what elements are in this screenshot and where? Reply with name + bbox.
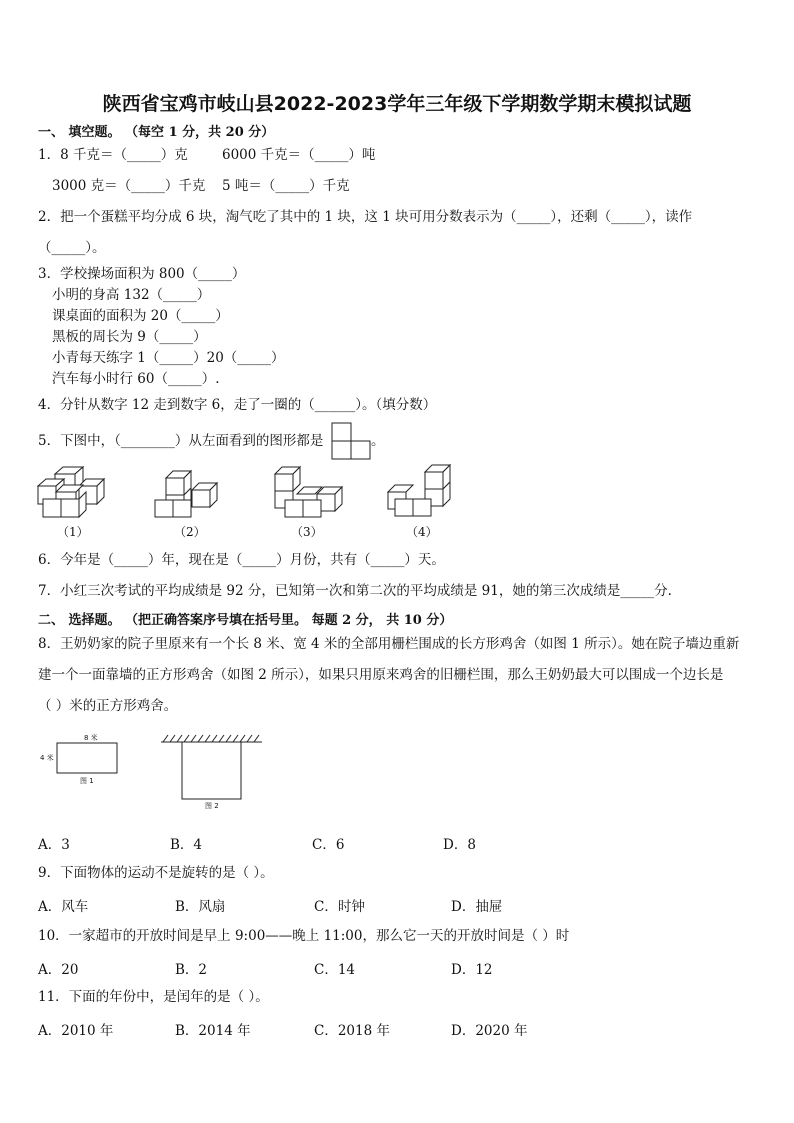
q8-fig1-caption: 图 1 bbox=[80, 777, 94, 785]
q9-option-d[interactable]: D．抽屉 bbox=[451, 899, 503, 915]
q1-item-b: 6000 千克＝（_____）吨 bbox=[222, 147, 376, 163]
q11-option-a[interactable]: A．2010 年 bbox=[38, 1023, 114, 1039]
q1-item-c: 3000 克＝（_____）千克 bbox=[52, 178, 206, 194]
q10-option-a[interactable]: A．20 bbox=[38, 962, 79, 978]
q10-option-d[interactable]: D．12 bbox=[451, 962, 493, 978]
q3-line-3: 课桌面的面积为 20（_____） bbox=[52, 308, 229, 324]
q1-item-d: 5 吨＝（_____）千克 bbox=[222, 178, 350, 194]
q8-option-a[interactable]: A．3 bbox=[38, 837, 70, 853]
q8-figure-1-rectangle bbox=[56, 742, 118, 774]
q8-option-d[interactable]: D．8 bbox=[443, 837, 476, 853]
figure-2-caption: （2） bbox=[174, 525, 206, 539]
q5-text-end: 。 bbox=[371, 433, 385, 449]
q10-option-c[interactable]: C．14 bbox=[314, 962, 356, 978]
q1-item-a: 1．8 千克＝（_____）克 bbox=[38, 147, 188, 163]
figure-4-caption: （4） bbox=[406, 525, 438, 539]
q11-text: 11．下面的年份中，是闰年的是（ ）。 bbox=[38, 989, 269, 1005]
page-title: 陕西省宝鸡市岐山县2022-2023学年三年级下学期数学期末模拟试题 bbox=[102, 93, 692, 115]
figure-1-caption: （1） bbox=[57, 525, 89, 539]
figure-3-caption: （3） bbox=[291, 525, 323, 539]
q11-option-c[interactable]: C．2018 年 bbox=[314, 1023, 390, 1039]
q2-line1: 2．把一个蛋糕平均分成 6 块，淘气吃了其中的 1 块，这 1 块可用分数表示为（_____），还剩（_____），读作 bbox=[38, 209, 693, 225]
q8-fig1-width-label: 4 米 bbox=[40, 754, 54, 762]
q5-text: 5．下图中，（________）从左面看到的图形都是 bbox=[38, 433, 324, 449]
q8-line3: （ ）米的正方形鸡舍。 bbox=[38, 698, 178, 714]
q11-option-b[interactable]: B．2014 年 bbox=[175, 1023, 251, 1039]
q10-text: 10．一家超市的开放时间是早上 9:00——晚上 11:00，那么它一天的开放时间是（ ）时 bbox=[38, 928, 570, 944]
cube-figure-1 bbox=[35, 466, 105, 518]
q3-line-2: 小明的身高 132（_____） bbox=[52, 287, 211, 303]
q8-fig1-length-label: 8 米 bbox=[84, 734, 98, 742]
q3-line-6: 汽车每小时行 60（_____）. bbox=[52, 371, 220, 387]
section-fill-in-heading: 一、 填空题。 （每空 1 分，共 20 分） bbox=[38, 125, 275, 140]
q8-option-c[interactable]: C．6 bbox=[312, 837, 345, 853]
cube-figure-4 bbox=[385, 464, 455, 518]
q3-line-4: 黑板的周长为 9（_____） bbox=[52, 329, 207, 345]
q6-text: 6．今年是（_____）年，现在是（_____）月份，共有（_____）天。 bbox=[38, 552, 445, 568]
q2-line2: （_____）。 bbox=[38, 240, 106, 256]
section-choice-heading: 二、 选择题。 （把正确答案序号填在括号里。 每题 2 分， 共 10 分） bbox=[38, 613, 453, 628]
q11-option-d[interactable]: D．2020 年 bbox=[451, 1023, 528, 1039]
q10-option-b[interactable]: B．2 bbox=[175, 962, 208, 978]
q9-option-b[interactable]: B．风扇 bbox=[175, 899, 226, 915]
cube-figure-2 bbox=[152, 470, 222, 520]
q7-text: 7．小红三次考试的平均成绩是 92 分，已知第一次和第二次的平均成绩是 91，她的第三次成绩是_____分. bbox=[38, 583, 672, 599]
q8-line1: 8．王奶奶家的院子里原来有一个长 8 米、宽 4 米的全部用栅栏围成的长方形鸡舍（如图 1 所示）。她在院子墙边重新 bbox=[38, 636, 740, 652]
q3-line-1: 3．学校操场面积为 800（_____） bbox=[38, 266, 246, 282]
q8-fig2-caption: 图 2 bbox=[205, 802, 219, 810]
q3-line-5: 小青每天练字 1（_____）20（_____） bbox=[52, 350, 285, 366]
q4-text: 4．分针从数字 12 走到数字 6，走了一圈的（______）。（填分数） bbox=[38, 397, 437, 413]
q5-left-view-icon bbox=[331, 422, 371, 460]
q8-figure-2-wall-square bbox=[160, 734, 264, 802]
q9-text: 9．下面物体的运动不是旋转的是（ ）。 bbox=[38, 865, 274, 881]
q9-option-c[interactable]: C．时钟 bbox=[314, 899, 365, 915]
cube-figure-3 bbox=[271, 466, 343, 520]
q8-line2: 建一个一面靠墙的正方形鸡舍（如图 2 所示），如果只用原来鸡舍的旧栅栏围，那么王奶奶最大可以围成一个边长是 bbox=[38, 667, 724, 683]
q9-option-a[interactable]: A．风车 bbox=[38, 899, 89, 915]
q8-option-b[interactable]: B．4 bbox=[170, 837, 203, 853]
